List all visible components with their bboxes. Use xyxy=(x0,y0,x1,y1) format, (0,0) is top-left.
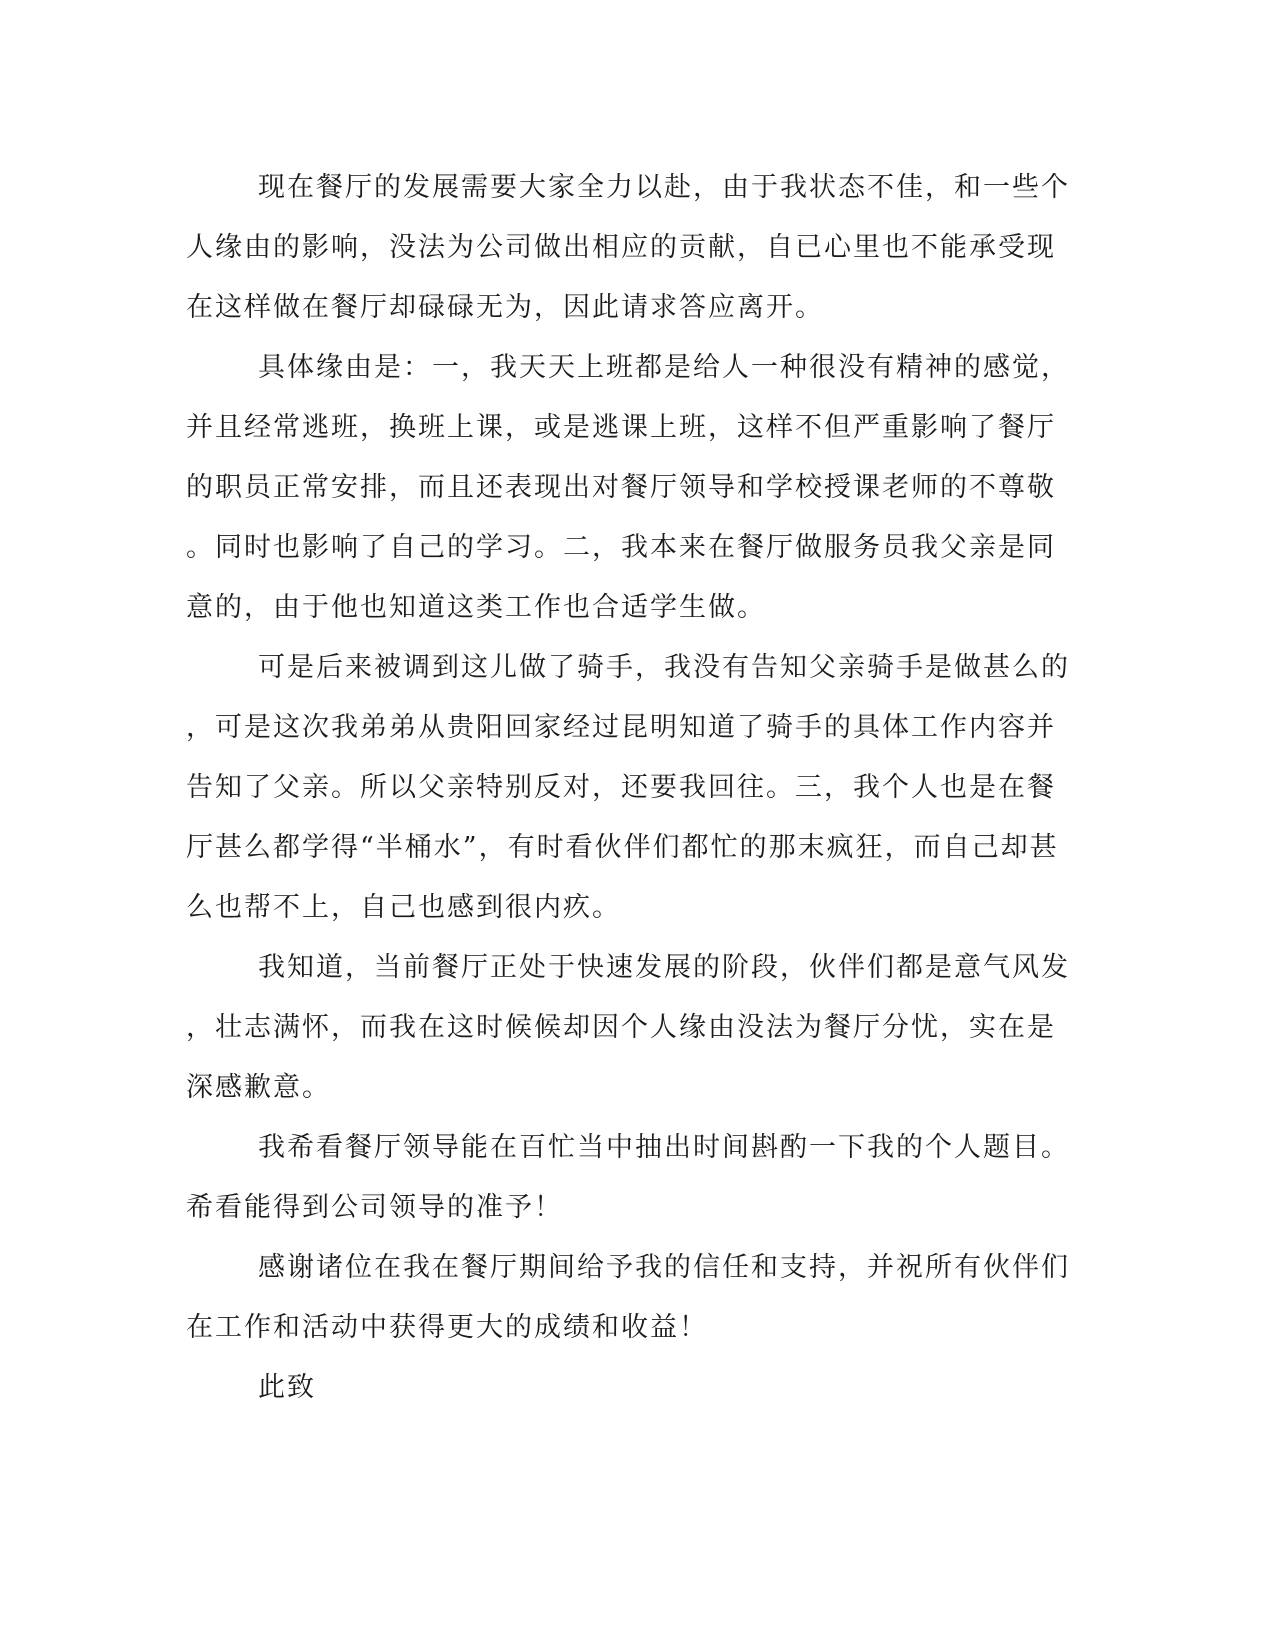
text-line: 在工作和活动中获得更大的成绩和收益！ xyxy=(186,1312,708,1343)
text-line: 告知了父亲。所以父亲特别反对，还要我回往。三，我个人也是在餐 xyxy=(186,772,1056,803)
text-line: ，壮志满怀，而我在这时候候却因个人缘由没法为餐厅分忧，实在是 xyxy=(186,1012,1056,1043)
closing-salutation xyxy=(186,1358,1066,1418)
text-line: 意的，由于他也知道这类工作也合适学生做。 xyxy=(186,592,766,623)
text-line: 厅甚么都学得“半桶水”，有时看伙伴们都忙的那末疯狂，而自己却甚 xyxy=(186,832,1059,863)
text-line: 的职员正常安排，而且还表现出对餐厅领导和学校授课老师的不尊敬 xyxy=(186,472,1056,503)
text-line: 么也帮不上，自己也感到很内疚。 xyxy=(186,892,621,923)
text-line: ，可是这次我弟弟从贵阳回家经过昆明知道了骑手的具体工作内容并 xyxy=(186,712,1056,743)
text-line: 。同时也影响了自己的学习。二，我本来在餐厅做服务员我父亲是同 xyxy=(186,532,1056,563)
text-line: 我希看餐厅领导能在百忙当中抽出时间斟酌一下我的个人题目。 xyxy=(258,1132,1070,1163)
text-line: 此致 xyxy=(258,1372,316,1403)
text-line: 现在餐厅的发展需要大家全力以赴，由于我状态不佳，和一些个 xyxy=(258,172,1070,203)
text-line: 深感歉意。 xyxy=(186,1072,331,1103)
paragraph-2 xyxy=(186,338,1070,638)
text-line: 可是后来被调到这儿做了骑手，我没有告知父亲骑手是做甚么的 xyxy=(258,652,1070,683)
paragraph-1 xyxy=(186,158,1070,338)
paragraph-3 xyxy=(186,638,1070,938)
text-line: 并且经常逃班，换班上课，或是逃课上班，这样不但严重影响了餐厅 xyxy=(186,412,1056,443)
letter-body xyxy=(186,158,1070,1418)
paragraph-6 xyxy=(186,1238,1070,1358)
text-line: 具体缘由是：一，我天天上班都是给人一种很没有精神的感觉， xyxy=(258,352,1070,383)
text-line: 人缘由的影响，没法为公司做出相应的贡献，自已心里也不能承受现 xyxy=(186,232,1056,263)
text-line: 在这样做在餐厅却碌碌无为，因此请求答应离开。 xyxy=(186,292,824,323)
paragraph-4 xyxy=(186,938,1070,1118)
paragraph-5 xyxy=(186,1118,1070,1238)
text-line: 我知道，当前餐厅正处于快速发展的阶段，伙伴们都是意气风发 xyxy=(258,952,1070,983)
text-line: 希看能得到公司领导的准予！ xyxy=(186,1192,563,1223)
text-line: 感谢诸位在我在餐厅期间给予我的信任和支持，并祝所有伙伴们 xyxy=(258,1252,1070,1283)
